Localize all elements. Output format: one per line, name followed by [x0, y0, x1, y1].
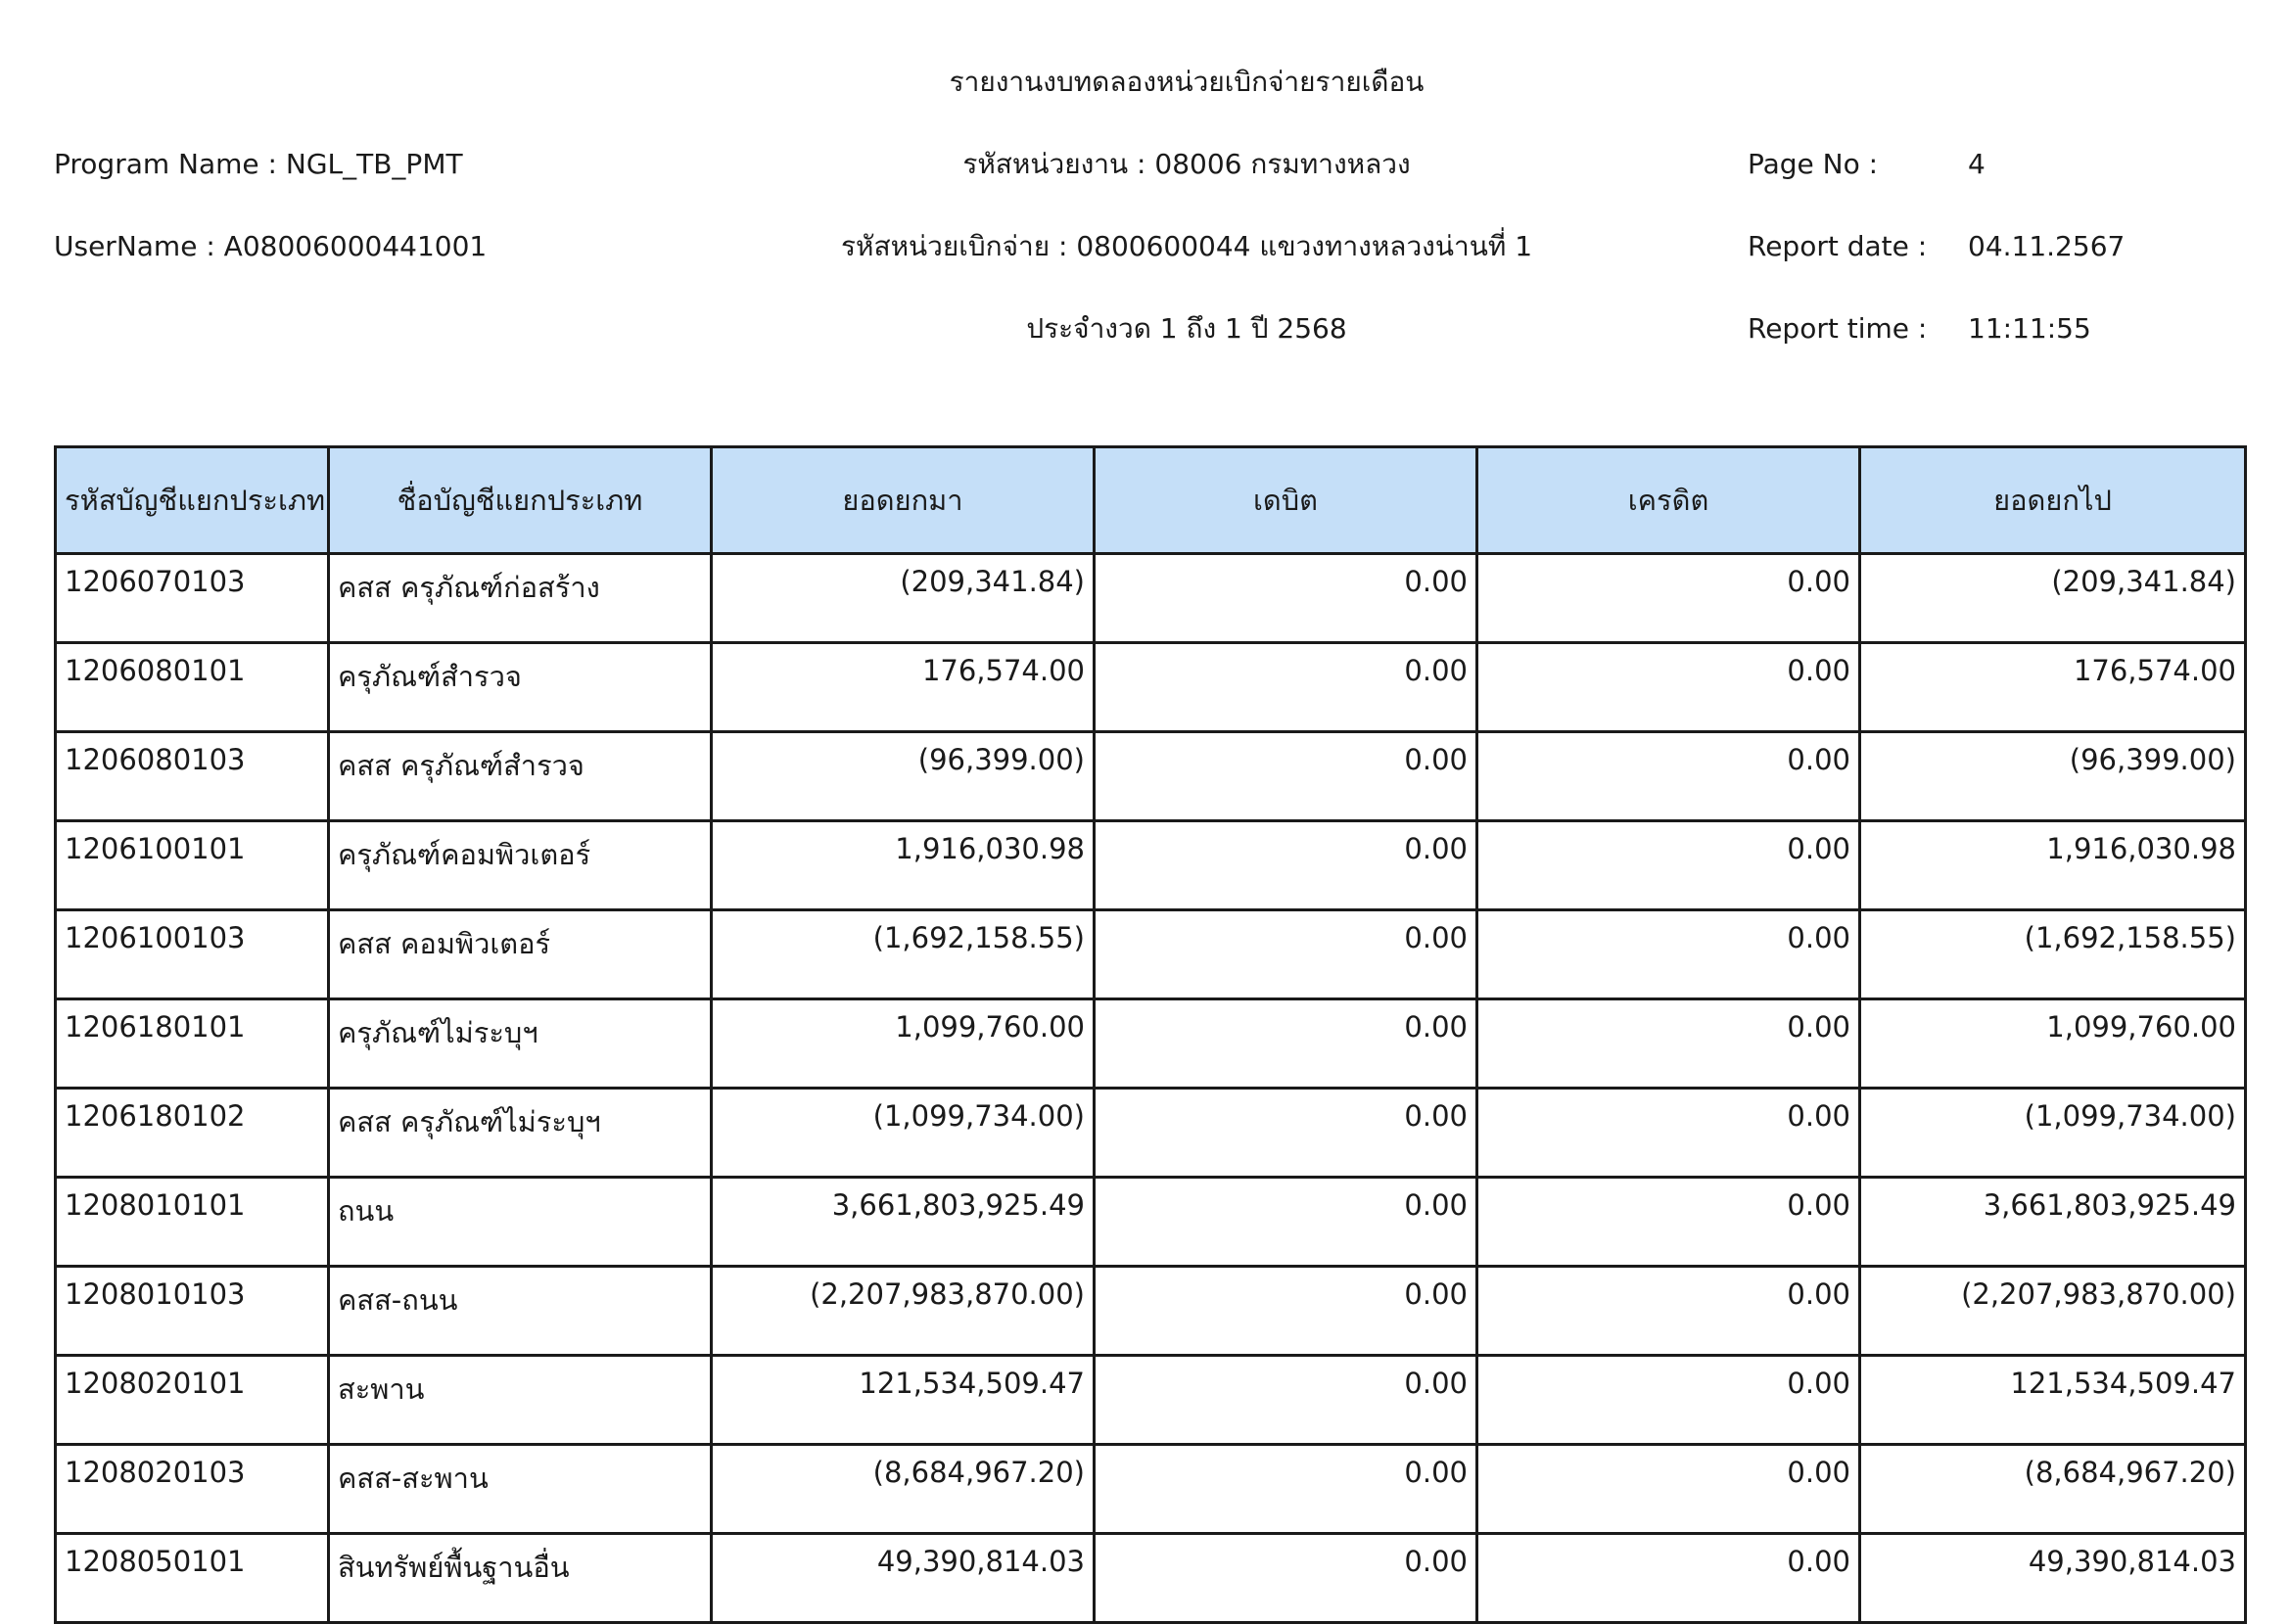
disbursing-unit: รหัสหน่วยเบิกจ่าย : 0800600044 แขวงทางหลวงน่านที่ 1 [840, 230, 1533, 262]
col-header-brought-forward: ยอดยกมา [712, 447, 1095, 554]
account-name-cell: สะพาน [329, 1356, 712, 1445]
table-row [56, 554, 2246, 643]
brought-forward-cell: 1,916,030.98 [712, 821, 1095, 910]
carried-forward-cell: 1,099,760.00 [1860, 999, 2246, 1089]
table-row [56, 1267, 2246, 1356]
account-code-cell: 1208050101 [56, 1534, 329, 1623]
carried-forward-cell: (8,684,967.20) [1860, 1445, 2246, 1534]
page-no-label: Page No : [1748, 148, 1879, 180]
carried-forward-cell: (2,207,983,870.00) [1860, 1267, 2246, 1356]
table-row [56, 1445, 2246, 1534]
account-name-cell: คสส ครุภัณฑ์สำรวจ [329, 732, 712, 821]
credit-cell: 0.00 [1477, 910, 1860, 999]
debit-cell: 0.00 [1095, 643, 1477, 732]
table-row [56, 999, 2246, 1089]
account-name-cell: คสส ครุภัณฑ์ก่อสร้าง [329, 554, 712, 643]
account-code-cell: 1206180101 [56, 999, 329, 1089]
account-code-cell: 1208010103 [56, 1267, 329, 1356]
brought-forward-cell: 121,534,509.47 [712, 1356, 1095, 1445]
brought-forward-cell: (1,692,158.55) [712, 910, 1095, 999]
report-period: ประจำงวด 1 ถึง 1 ปี 2568 [1026, 312, 1347, 345]
page-no-value: 4 [1968, 148, 1986, 180]
credit-cell: 0.00 [1477, 1089, 1860, 1178]
carried-forward-cell: (1,099,734.00) [1860, 1089, 2246, 1178]
debit-cell: 0.00 [1095, 732, 1477, 821]
col-header-debit: เดบิต [1095, 447, 1477, 554]
brought-forward-cell: (8,684,967.20) [712, 1445, 1095, 1534]
trial-balance-table [54, 445, 2247, 1624]
brought-forward-cell: 1,099,760.00 [712, 999, 1095, 1089]
report-date-value: 04.11.2567 [1968, 230, 2126, 262]
account-name-cell: ถนน [329, 1178, 712, 1267]
debit-cell: 0.00 [1095, 1267, 1477, 1356]
carried-forward-cell: 176,574.00 [1860, 643, 2246, 732]
table-row [56, 910, 2246, 999]
debit-cell: 0.00 [1095, 1534, 1477, 1623]
carried-forward-cell: (1,692,158.55) [1860, 910, 2246, 999]
user-name: UserName : A08006000441001 [54, 230, 488, 262]
credit-cell: 0.00 [1477, 554, 1860, 643]
account-code-cell: 1208010101 [56, 1178, 329, 1267]
credit-cell: 0.00 [1477, 1178, 1860, 1267]
debit-cell: 0.00 [1095, 1356, 1477, 1445]
carried-forward-cell: (96,399.00) [1860, 732, 2246, 821]
col-header-carried-forward: ยอดยกไป [1860, 447, 2246, 554]
brought-forward-cell: (1,099,734.00) [712, 1089, 1095, 1178]
debit-cell: 0.00 [1095, 554, 1477, 643]
account-name-cell: คสส-ถนน [329, 1267, 712, 1356]
carried-forward-cell: 1,916,030.98 [1860, 821, 2246, 910]
report-time-label: Report time : [1748, 312, 1928, 345]
account-code-cell: 1206180102 [56, 1089, 329, 1178]
report-title: รายงานงบทดลองหน่วยเบิกจ่ายรายเดือน [949, 66, 1425, 98]
account-name-cell: ครุภัณฑ์คอมพิวเตอร์ [329, 821, 712, 910]
col-header-account-name: ชื่อบัญชีแยกประเภท [329, 447, 712, 554]
table-row [56, 821, 2246, 910]
report-date-label: Report date : [1748, 230, 1928, 262]
account-code-cell: 1206100103 [56, 910, 329, 999]
carried-forward-cell: (209,341.84) [1860, 554, 2246, 643]
account-name-cell: สินทรัพย์พื้นฐานอื่น [329, 1534, 712, 1623]
program-name: Program Name : NGL_TB_PMT [54, 148, 463, 180]
col-header-credit: เครดิต [1477, 447, 1860, 554]
credit-cell: 0.00 [1477, 1534, 1860, 1623]
account-name-cell: คสส คอมพิวเตอร์ [329, 910, 712, 999]
credit-cell: 0.00 [1477, 999, 1860, 1089]
carried-forward-cell: 3,661,803,925.49 [1860, 1178, 2246, 1267]
brought-forward-cell: (2,207,983,870.00) [712, 1267, 1095, 1356]
table-row [56, 1534, 2246, 1623]
table-row [56, 643, 2246, 732]
account-code-cell: 1206070103 [56, 554, 329, 643]
report-time-value: 11:11:55 [1968, 312, 2091, 345]
debit-cell: 0.00 [1095, 999, 1477, 1089]
agency-code: รหัสหน่วยงาน : 08006 กรมทางหลวง [962, 148, 1411, 180]
debit-cell: 0.00 [1095, 910, 1477, 999]
debit-cell: 0.00 [1095, 1089, 1477, 1178]
credit-cell: 0.00 [1477, 732, 1860, 821]
debit-cell: 0.00 [1095, 1178, 1477, 1267]
debit-cell: 0.00 [1095, 821, 1477, 910]
carried-forward-cell: 121,534,509.47 [1860, 1356, 2246, 1445]
debit-cell: 0.00 [1095, 1445, 1477, 1534]
account-name-cell: ครุภัณฑ์ไม่ระบุฯ [329, 999, 712, 1089]
account-code-cell: 1208020103 [56, 1445, 329, 1534]
account-code-cell: 1208020101 [56, 1356, 329, 1445]
credit-cell: 0.00 [1477, 1356, 1860, 1445]
brought-forward-cell: 49,390,814.03 [712, 1534, 1095, 1623]
account-name-cell: คสส ครุภัณฑ์ไม่ระบุฯ [329, 1089, 712, 1178]
account-code-cell: 1206080101 [56, 643, 329, 732]
table-row [56, 1089, 2246, 1178]
account-code-cell: 1206080103 [56, 732, 329, 821]
account-name-cell: คสส-สะพาน [329, 1445, 712, 1534]
brought-forward-cell: 3,661,803,925.49 [712, 1178, 1095, 1267]
brought-forward-cell: 176,574.00 [712, 643, 1095, 732]
credit-cell: 0.00 [1477, 1445, 1860, 1534]
credit-cell: 0.00 [1477, 821, 1860, 910]
carried-forward-cell: 49,390,814.03 [1860, 1534, 2246, 1623]
table-row [56, 732, 2246, 821]
table-row [56, 1178, 2246, 1267]
brought-forward-cell: (209,341.84) [712, 554, 1095, 643]
col-header-account-code: รหัสบัญชีแยกประเภท [56, 447, 329, 554]
account-name-cell: ครุภัณฑ์สำรวจ [329, 643, 712, 732]
credit-cell: 0.00 [1477, 643, 1860, 732]
table-row [56, 1356, 2246, 1445]
account-code-cell: 1206100101 [56, 821, 329, 910]
brought-forward-cell: (96,399.00) [712, 732, 1095, 821]
table-header-row [56, 447, 2246, 554]
credit-cell: 0.00 [1477, 1267, 1860, 1356]
